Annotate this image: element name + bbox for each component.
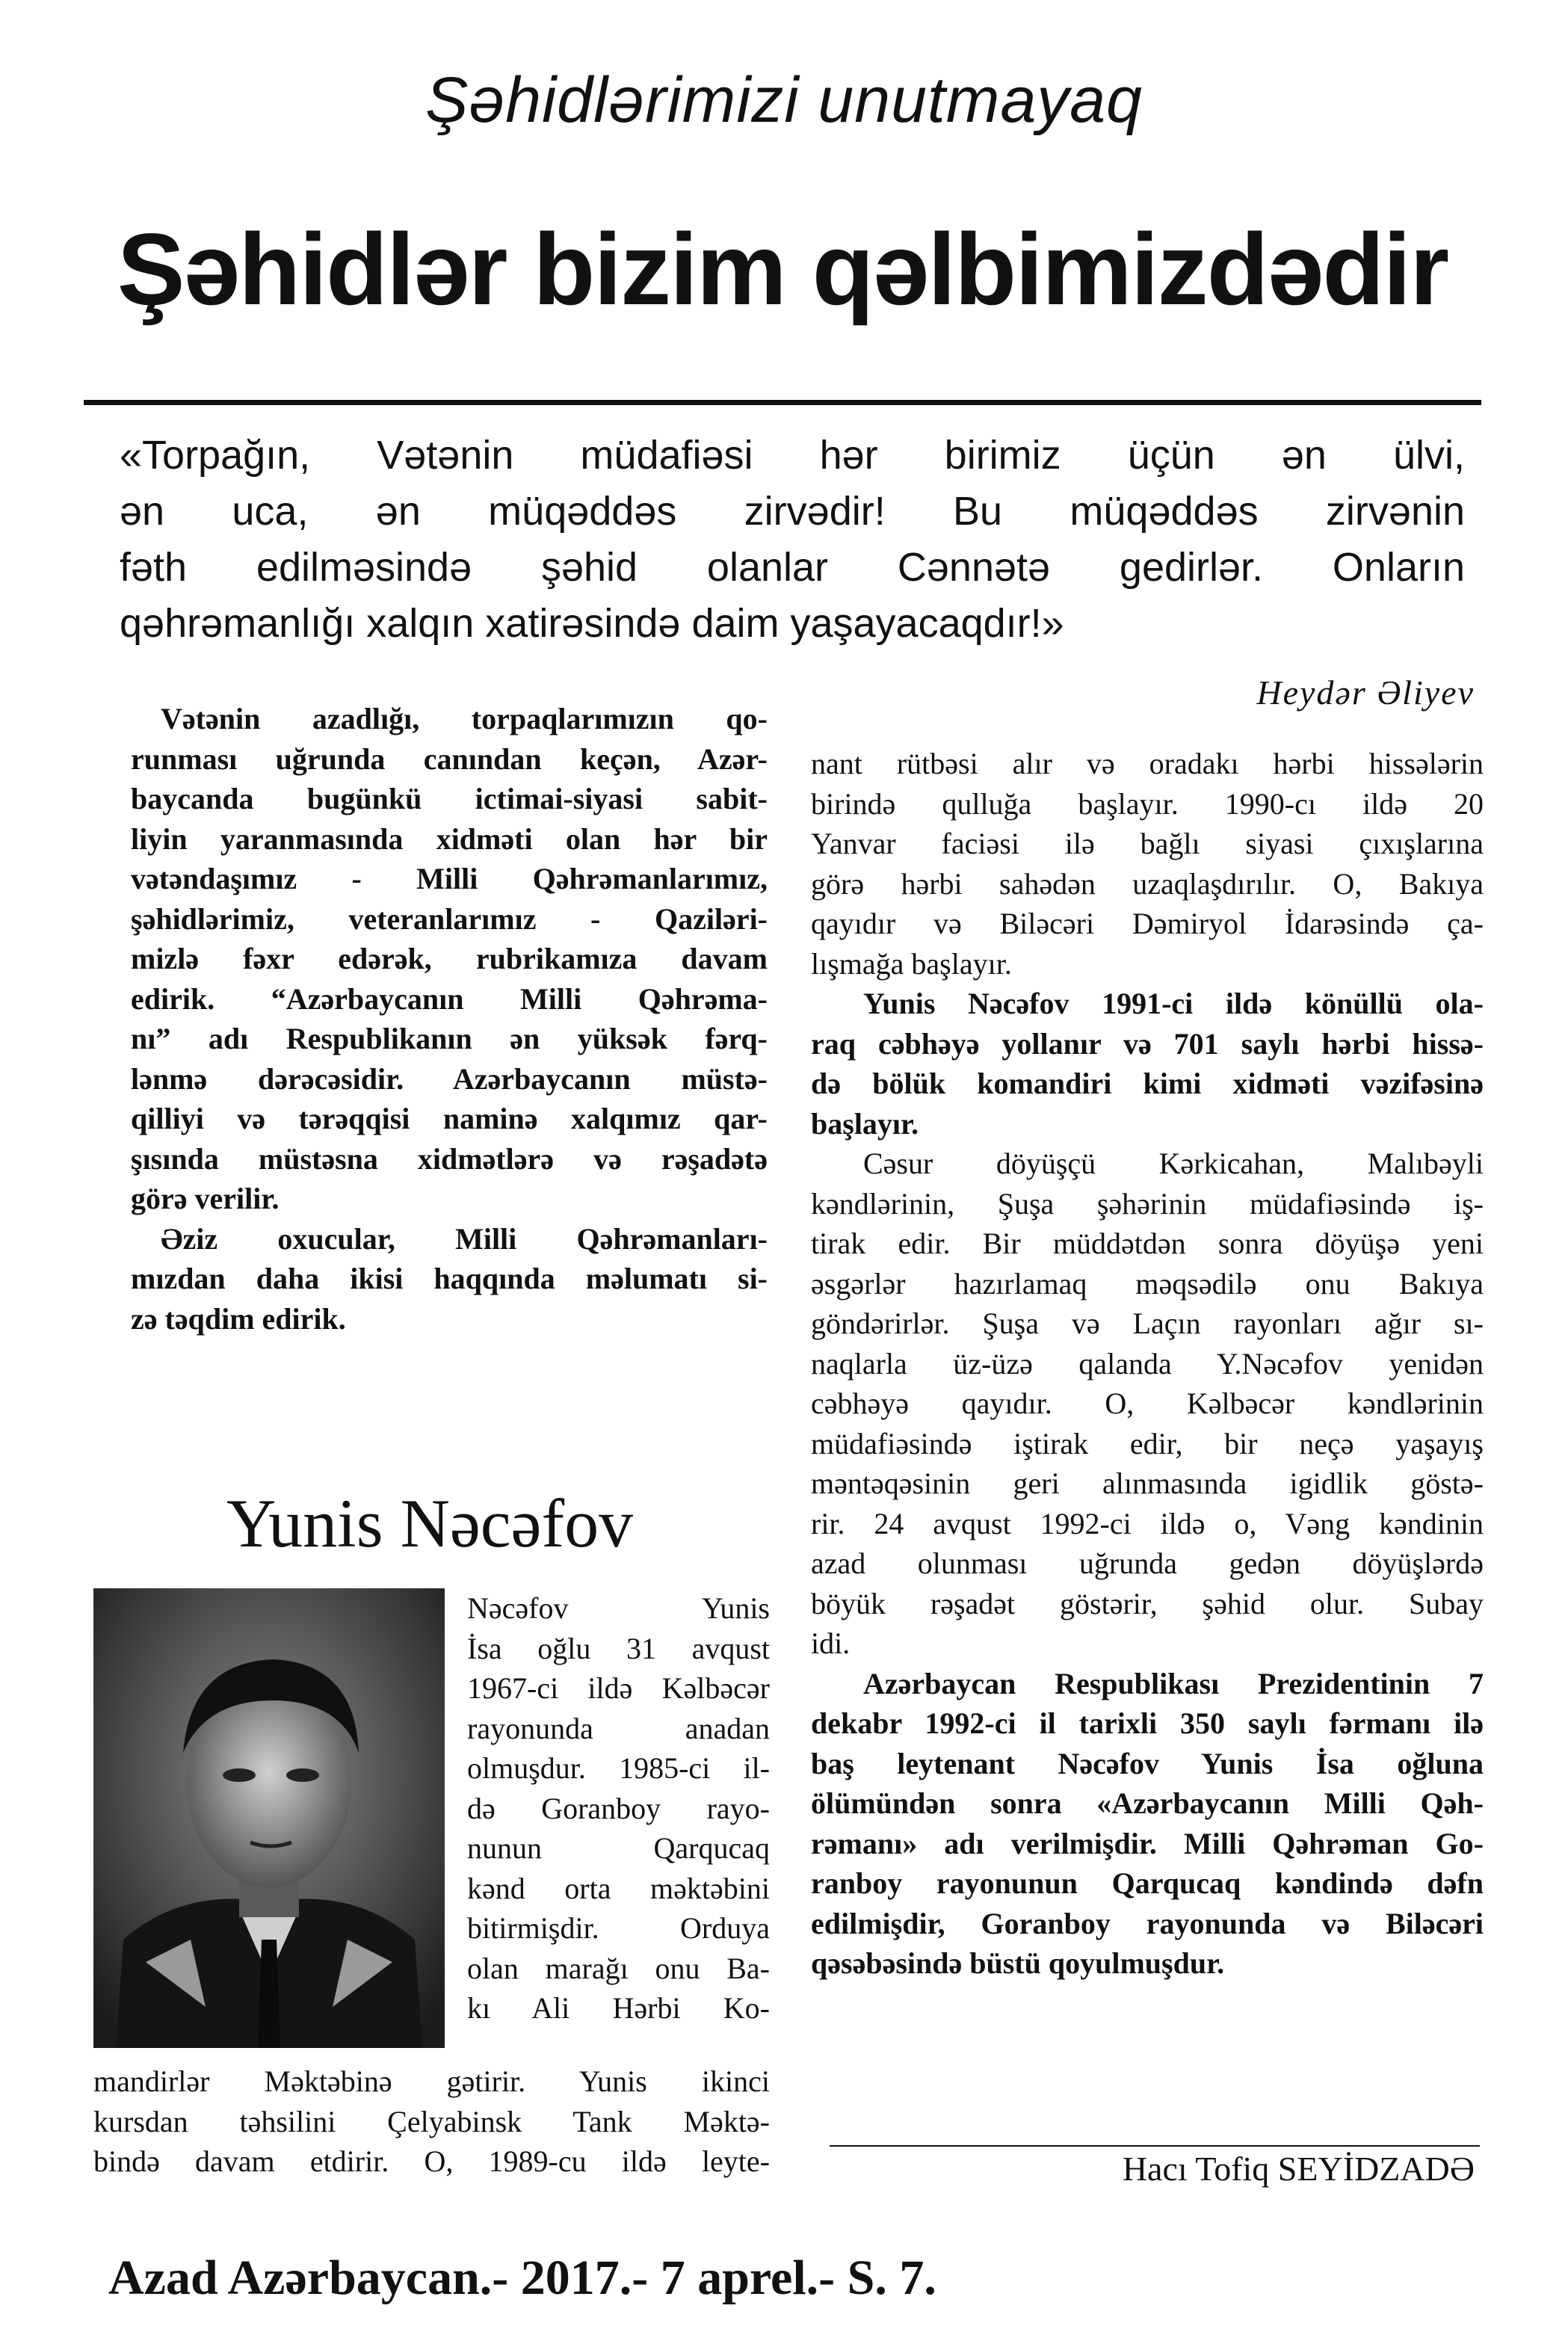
- text-line: rayonunda anadan: [467, 1711, 770, 1745]
- text-line: görə verilir.: [131, 1182, 280, 1215]
- text-line: əsgərlər hazırlamaq məqsədilə onu Bakıya: [811, 1266, 1484, 1301]
- text-line: qilliyi və tərəqqisi naminə xalqımız qar-: [131, 1102, 768, 1135]
- text-line: qəsəbəsində büstü qoyulmuşdur.: [811, 1946, 1225, 1980]
- author-signature: Hacı Tofiq SEYİDZADƏ: [1122, 2150, 1475, 2188]
- text-line: Yunis Nəcəfov 1991-ci ildə könüllü ola-: [863, 987, 1484, 1020]
- text-line: Nəcəfov Yunis: [467, 1591, 770, 1625]
- text-line: tirak edir. Bir müddətdən sonra döyüşə yeni: [811, 1227, 1484, 1260]
- text-line: mandirlər Məktəbinə gətirir. Yunis ikinci: [93, 2064, 770, 2098]
- text-line: nunun Qarqucaq: [467, 1831, 770, 1865]
- text-line: zə təqdim edirik.: [131, 1301, 346, 1336]
- text-line: edirik. “Azərbaycanın Milli Qəhrəma-: [131, 981, 768, 1016]
- text-line: baycanda bugünkü ictimai-siyasi sabit-: [131, 782, 768, 815]
- text-line: kənd orta məktəbini: [467, 1871, 770, 1905]
- text-line: idi.: [811, 1626, 851, 1660]
- text-line: nı” adı Respublikanın ən yüksək fərq-: [131, 1022, 768, 1055]
- text-line: qəhrəmanlığı xalqın xatirəsində daim yaşayacaqdır!»: [120, 601, 1064, 646]
- portrait-photo: [93, 1588, 445, 2048]
- text-line: rir. 24 avqust 1992-ci ildə o, Vəng kəndinin: [811, 1506, 1484, 1540]
- epigraph-quote: [120, 428, 1465, 652]
- text-line: şəhidlərimiz, veteranlarımız - Qaziləri-: [131, 901, 768, 936]
- intro-text: [131, 699, 768, 1339]
- text-line: məntəqəsinin geri alınmasında igidlik göstə-: [811, 1466, 1484, 1500]
- text-line: runması uğrunda canından keçən, Azər-: [131, 741, 768, 776]
- text-line: kursdan təhsilini Çelyabinsk Tank Məktə-: [93, 2104, 770, 2138]
- text-line: nant rütbəsi alır və oradakı hərbi hissələrin: [811, 747, 1484, 780]
- text-line: lənmə dərəcəsidir. Azərbaycanın müstə-: [131, 1061, 768, 1096]
- text-line: birində qulluğa başlayır. 1990-cı ildə 20: [811, 786, 1484, 821]
- text-line: liyin yaranmasında xidməti olan hər bir: [131, 821, 768, 856]
- headline: Şəhidlər bizim qəlbimizdədir: [117, 212, 1448, 326]
- text-line: cəbhəyə qayıdır. O, Kəlbəcər kəndlərinin: [811, 1386, 1484, 1420]
- headline-divider: [84, 400, 1481, 405]
- text-line: ölümündən sonra «Azərbaycanın Milli Qəh-: [811, 1786, 1484, 1820]
- source-citation: Azad Azərbaycan.- 2017.- 7 aprel.- S. 7.: [108, 2251, 936, 2305]
- biography-continued: [93, 2061, 770, 2182]
- headline-container: [84, 187, 1481, 381]
- text-line: baş leytenant Nəcəfov Yunis İsa oğluna: [811, 1746, 1484, 1780]
- signature-divider: [830, 2145, 1480, 2147]
- text-line: göndərirlər. Şuşa və Laçın rayonları ağır sı-: [811, 1307, 1484, 1340]
- text-line: şısında müstəsna xidmətlərə və rəşadətə: [131, 1141, 768, 1176]
- text-line: 1967-ci ildə Kəlbəcər: [467, 1671, 770, 1705]
- text-line: naqlarla üz-üzə qalanda Y.Nəcəfov yenidən: [811, 1346, 1484, 1381]
- text-line: azad olunması uğrunda gedən döyüşlərdə: [811, 1546, 1484, 1580]
- text-line: raq cəbhəyə yollanır və 701 saylı hərbi hissə-: [811, 1026, 1484, 1061]
- text-line: fəth edilməsində şəhid olanlar Cənnətə gedirlər. Onların: [120, 545, 1465, 590]
- text-line: ən uca, ən müqəddəs zirvədir! Bu müqəddəs zirvənin: [120, 489, 1465, 534]
- text-line: də bölük komandiri kimi xidməti vəzifəsinə: [811, 1067, 1484, 1100]
- text-line: olmuşdur. 1985-ci il-: [467, 1751, 770, 1785]
- text-line: böyük rəşadət göstərir, şəhid olur. Subay: [811, 1586, 1484, 1620]
- hero-name-heading: Yunis Nəcəfov: [226, 1485, 634, 1561]
- text-line: başlayır.: [811, 1106, 919, 1141]
- text-line: mızdan daha ikisi haqqında məlumatı si-: [131, 1262, 768, 1295]
- text-line: olan marağı onu Ba-: [467, 1951, 770, 1985]
- text-line: Azərbaycan Respublikası Prezidentinin 7: [863, 1666, 1484, 1700]
- text-line: kı Ali Hərbi Ko-: [467, 1991, 770, 2025]
- text-line: Cəsur döyüşçü Kərkicahan, Malıbəyli: [863, 1147, 1484, 1180]
- text-line: də Goranboy rayo-: [467, 1791, 770, 1825]
- text-line: edilmişdir, Goranboy rayonunda və Biləcəri: [811, 1906, 1484, 1940]
- text-line: rəmanı» adı verilmişdir. Milli Qəhrəman Go-: [811, 1826, 1484, 1860]
- portrait-illustration: [93, 1588, 445, 2048]
- right-column-text: [811, 744, 1484, 1984]
- text-line: bində davam etdirir. O, 1989-cu ildə leyte-: [93, 2144, 770, 2178]
- text-line: mizlə fəxr edərək, rubrikamıza davam: [131, 942, 768, 975]
- text-line: Əziz oxucular, Milli Qəhrəmanları-: [161, 1221, 768, 1256]
- text-line: İsa oğlu 31 avqust: [467, 1631, 770, 1665]
- text-line: dekabr 1992-ci il tarixli 350 saylı fərmanı ilə: [811, 1706, 1484, 1740]
- quote-author: Heydər Əliyev: [1256, 673, 1475, 712]
- biography-beside-photo: [467, 1588, 770, 2029]
- text-line: Yanvar faciəsi ilə bağlı siyasi çıxışlarına: [811, 827, 1484, 860]
- text-line: vətəndaşımız - Milli Qəhrəmanlarımız,: [131, 862, 768, 895]
- text-line: kəndlərinin, Şuşa şəhərinin müdafiəsində iş-: [811, 1186, 1484, 1221]
- text-line: bitirmişdir. Orduya: [467, 1911, 770, 1945]
- text-line: ranboy rayonunun Qarqucaq kəndində dəfn: [811, 1866, 1484, 1900]
- text-line: «Torpağın, Vətənin müdafiəsi hər birimiz üçün ən ülvi,: [120, 433, 1465, 478]
- rubric-kicker: Şəhidlərimizi unutmayaq: [425, 64, 1143, 136]
- text-line: Vətənin azadlığı, torpaqlarımızın qo-: [161, 702, 768, 735]
- text-line: qayıdır və Biləcəri Dəmiryol İdarəsində ça-: [811, 907, 1484, 940]
- text-line: lışmağa başlayır.: [811, 946, 1012, 981]
- text-line: müdafiəsində iştirak edir, bir neçə yaşayış: [811, 1426, 1484, 1460]
- text-line: görə hərbi sahədən uzaqlaşdırılır. O, Bakıya: [811, 866, 1484, 901]
